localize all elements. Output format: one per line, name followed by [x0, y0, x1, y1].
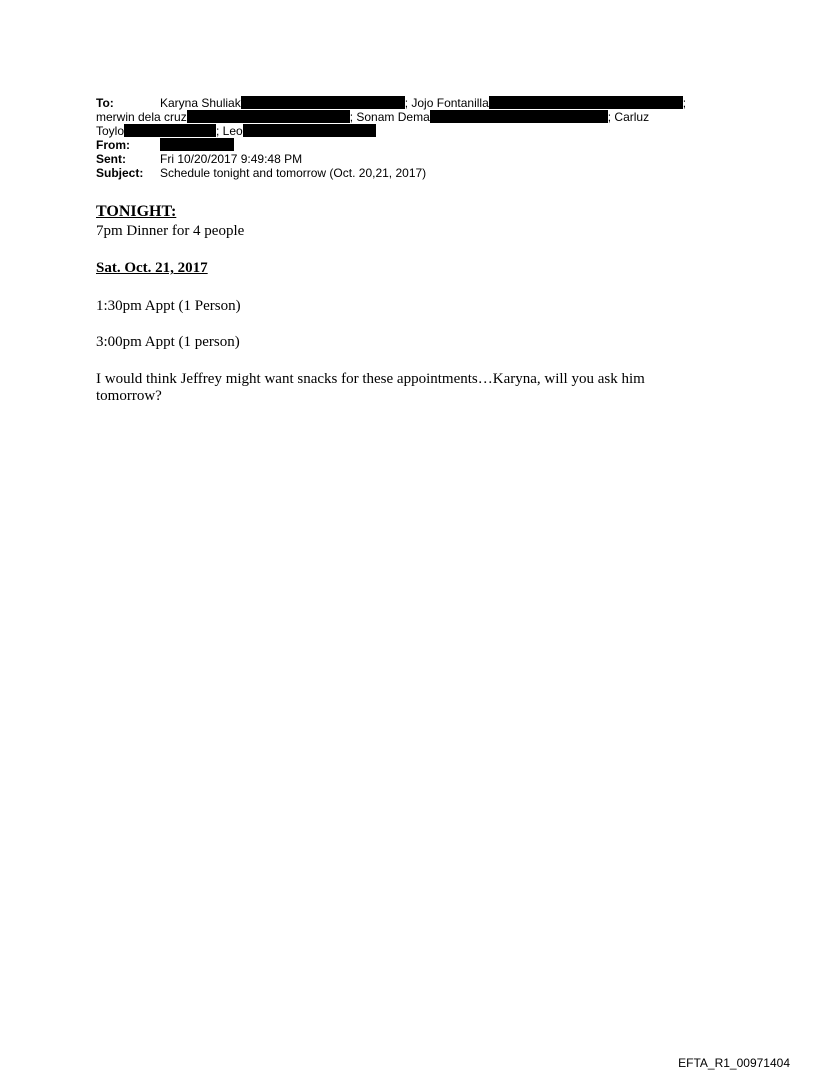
to-recipients-line-1	[160, 96, 686, 110]
from-row	[96, 138, 716, 152]
appointment-line: 1:30pm Appt (1 Person)	[96, 298, 241, 314]
recipient-name: ; Jojo Fontanilla	[404, 96, 489, 110]
recipient-name: ; Carluz	[607, 110, 650, 124]
to-row	[96, 96, 716, 110]
redaction-block	[187, 110, 350, 123]
recipient-name: Karyna Shuliak	[160, 96, 241, 110]
to-row-continued	[96, 110, 716, 124]
note-paragraph: I would think Jeffrey might want snacks for these appointments…Karyna, will you ask him tomorrow?	[96, 371, 645, 404]
saturday-heading: Sat. Oct. 21, 2017	[96, 260, 208, 276]
redaction-block	[160, 138, 234, 151]
redaction-block	[241, 96, 405, 109]
subject-label: Subject:	[96, 166, 144, 180]
tonight-line: 7pm Dinner for 4 people	[96, 223, 245, 239]
recipient-name: ; Leo	[216, 124, 243, 138]
redaction-block	[430, 110, 608, 123]
subject-row	[96, 166, 716, 180]
from-label: From:	[96, 138, 130, 152]
redaction-block	[243, 124, 376, 137]
document-id: EFTA_R1_00971404	[678, 1056, 790, 1070]
to-recipients-line-2	[96, 110, 649, 124]
redaction-block	[124, 124, 216, 137]
recipient-name: ; Sonam Dema	[349, 110, 430, 124]
to-row-continued	[96, 124, 716, 138]
redaction-block	[489, 96, 683, 109]
from-value	[160, 138, 234, 152]
recipient-name: Toylo	[96, 124, 125, 138]
email-header	[96, 96, 716, 180]
recipient-name: merwin dela cruz	[96, 110, 187, 124]
subject-value: Schedule tonight and tomorrow (Oct. 20,21, 2017)	[160, 166, 427, 180]
to-recipients-line-3	[96, 124, 376, 138]
sent-row	[96, 152, 716, 166]
recipient-separator: ;	[682, 96, 687, 110]
to-label: To:	[96, 96, 114, 110]
appointment-line: 3:00pm Appt (1 person)	[96, 334, 240, 350]
tonight-heading: TONIGHT:	[96, 203, 177, 220]
sent-label: Sent:	[96, 152, 126, 166]
sent-value: Fri 10/20/2017 9:49:48 PM	[160, 152, 303, 166]
